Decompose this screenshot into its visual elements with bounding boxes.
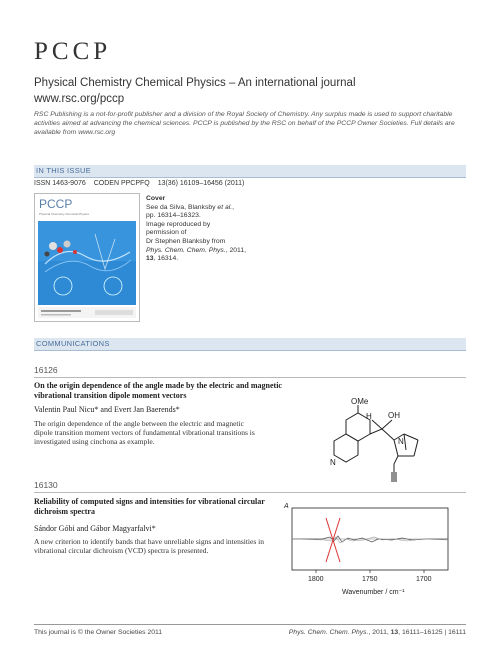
publisher-notice: RSC Publishing is a not-for-profit publisher and a division of the Royal Society of Chemistry. Any surplus made is used to support charitable activities aimed at advancing the chemical sciences. PCCP is published by the RSC on behalf of the PCCP Owner Societies. Full details are available from www.rsc.org	[34, 111, 455, 136]
cover-image	[34, 193, 140, 322]
spectrum-tick-1700: 1700	[416, 576, 432, 583]
coden-text: CODEN PPCPFQ	[93, 180, 150, 187]
article-divider	[34, 492, 466, 493]
footer-divider	[34, 624, 466, 625]
cinchona-structure-graphic	[318, 398, 458, 486]
cover-caption: Cover See da Silva, Blanksby et al., pp. 16314–16323. Image reproduced by permission of Dr Stephen Blanksby from Phys. Chem. Chem. Phys., 2011, 13, 16314.	[146, 195, 246, 263]
h-label: H	[366, 412, 372, 421]
article-divider	[34, 377, 466, 378]
in-this-issue-bar	[34, 165, 466, 178]
cover-thumb-title: PCCP	[39, 197, 73, 211]
communications-label: COMMUNICATIONS	[36, 339, 110, 348]
issue-info	[34, 180, 250, 187]
n-label-quinoline: N	[330, 458, 336, 467]
article-authors: Valentin Paul Nicu* and Evert Jan Baerends*	[34, 405, 180, 414]
footer-citation: Phys. Chem. Chem. Phys., 2011, 13, 16111–16125 | 16111	[288, 629, 466, 636]
article-title[interactable]: Reliability of computed signs and intensities for vibrational circular dichroism spectra	[34, 497, 265, 516]
article-title[interactable]: On the origin dependence of the angle made by the electric and magnetic vibrational transition dipole moment vectors	[34, 381, 282, 400]
cover-thumb-subtitle: Physical Chemistry Chemical Physics	[39, 212, 90, 216]
spectrum-tick-1800: 1800	[308, 576, 324, 583]
spectrum-tick-1750: 1750	[362, 576, 378, 583]
cover-art	[35, 194, 139, 321]
spectrum-xlabel: Wavenumber / cm⁻¹	[342, 589, 405, 596]
n-label-quinuclidine: N	[398, 437, 404, 446]
journal-logo: PCCP	[34, 38, 112, 65]
article-page-number[interactable]: 16130	[34, 480, 58, 490]
in-this-issue-label: IN THIS ISSUE	[36, 166, 92, 175]
journal-subtitle: Physical Chemistry Chemical Physics – An international journal	[34, 77, 356, 89]
cover-heading: Cover	[146, 195, 166, 202]
ome-label: OMe	[351, 398, 369, 406]
vcd-spectrum-graphic	[282, 500, 452, 600]
article-authors: Sándor Góbi and Gábor Magyarfalvi*	[34, 524, 156, 533]
footer-copyright: This journal is © the Owner Societies 2011	[34, 629, 163, 636]
oh-label: OH	[388, 411, 400, 420]
issue-range-text: 13(36) 16109–16456 (2011)	[157, 180, 245, 187]
issn-text: ISSN 1463-9076	[34, 180, 86, 187]
article-page-number[interactable]: 16126	[34, 365, 58, 375]
journal-url-link[interactable]: www.rsc.org/pccp	[34, 93, 125, 105]
article-abstract: A new criterion to identify bands that have unreliable signs and intensities in vibrational circular dichroism (VCD) spectra is presented.	[34, 537, 264, 555]
communications-bar	[34, 338, 466, 351]
article-abstract: The origin dependence of the angle between the electric and magnetic dipole transition moment vectors of fundamental vibrational transitions is investigated using cinchona as example.	[34, 419, 255, 446]
spectrum-axis-a: A	[284, 503, 289, 510]
